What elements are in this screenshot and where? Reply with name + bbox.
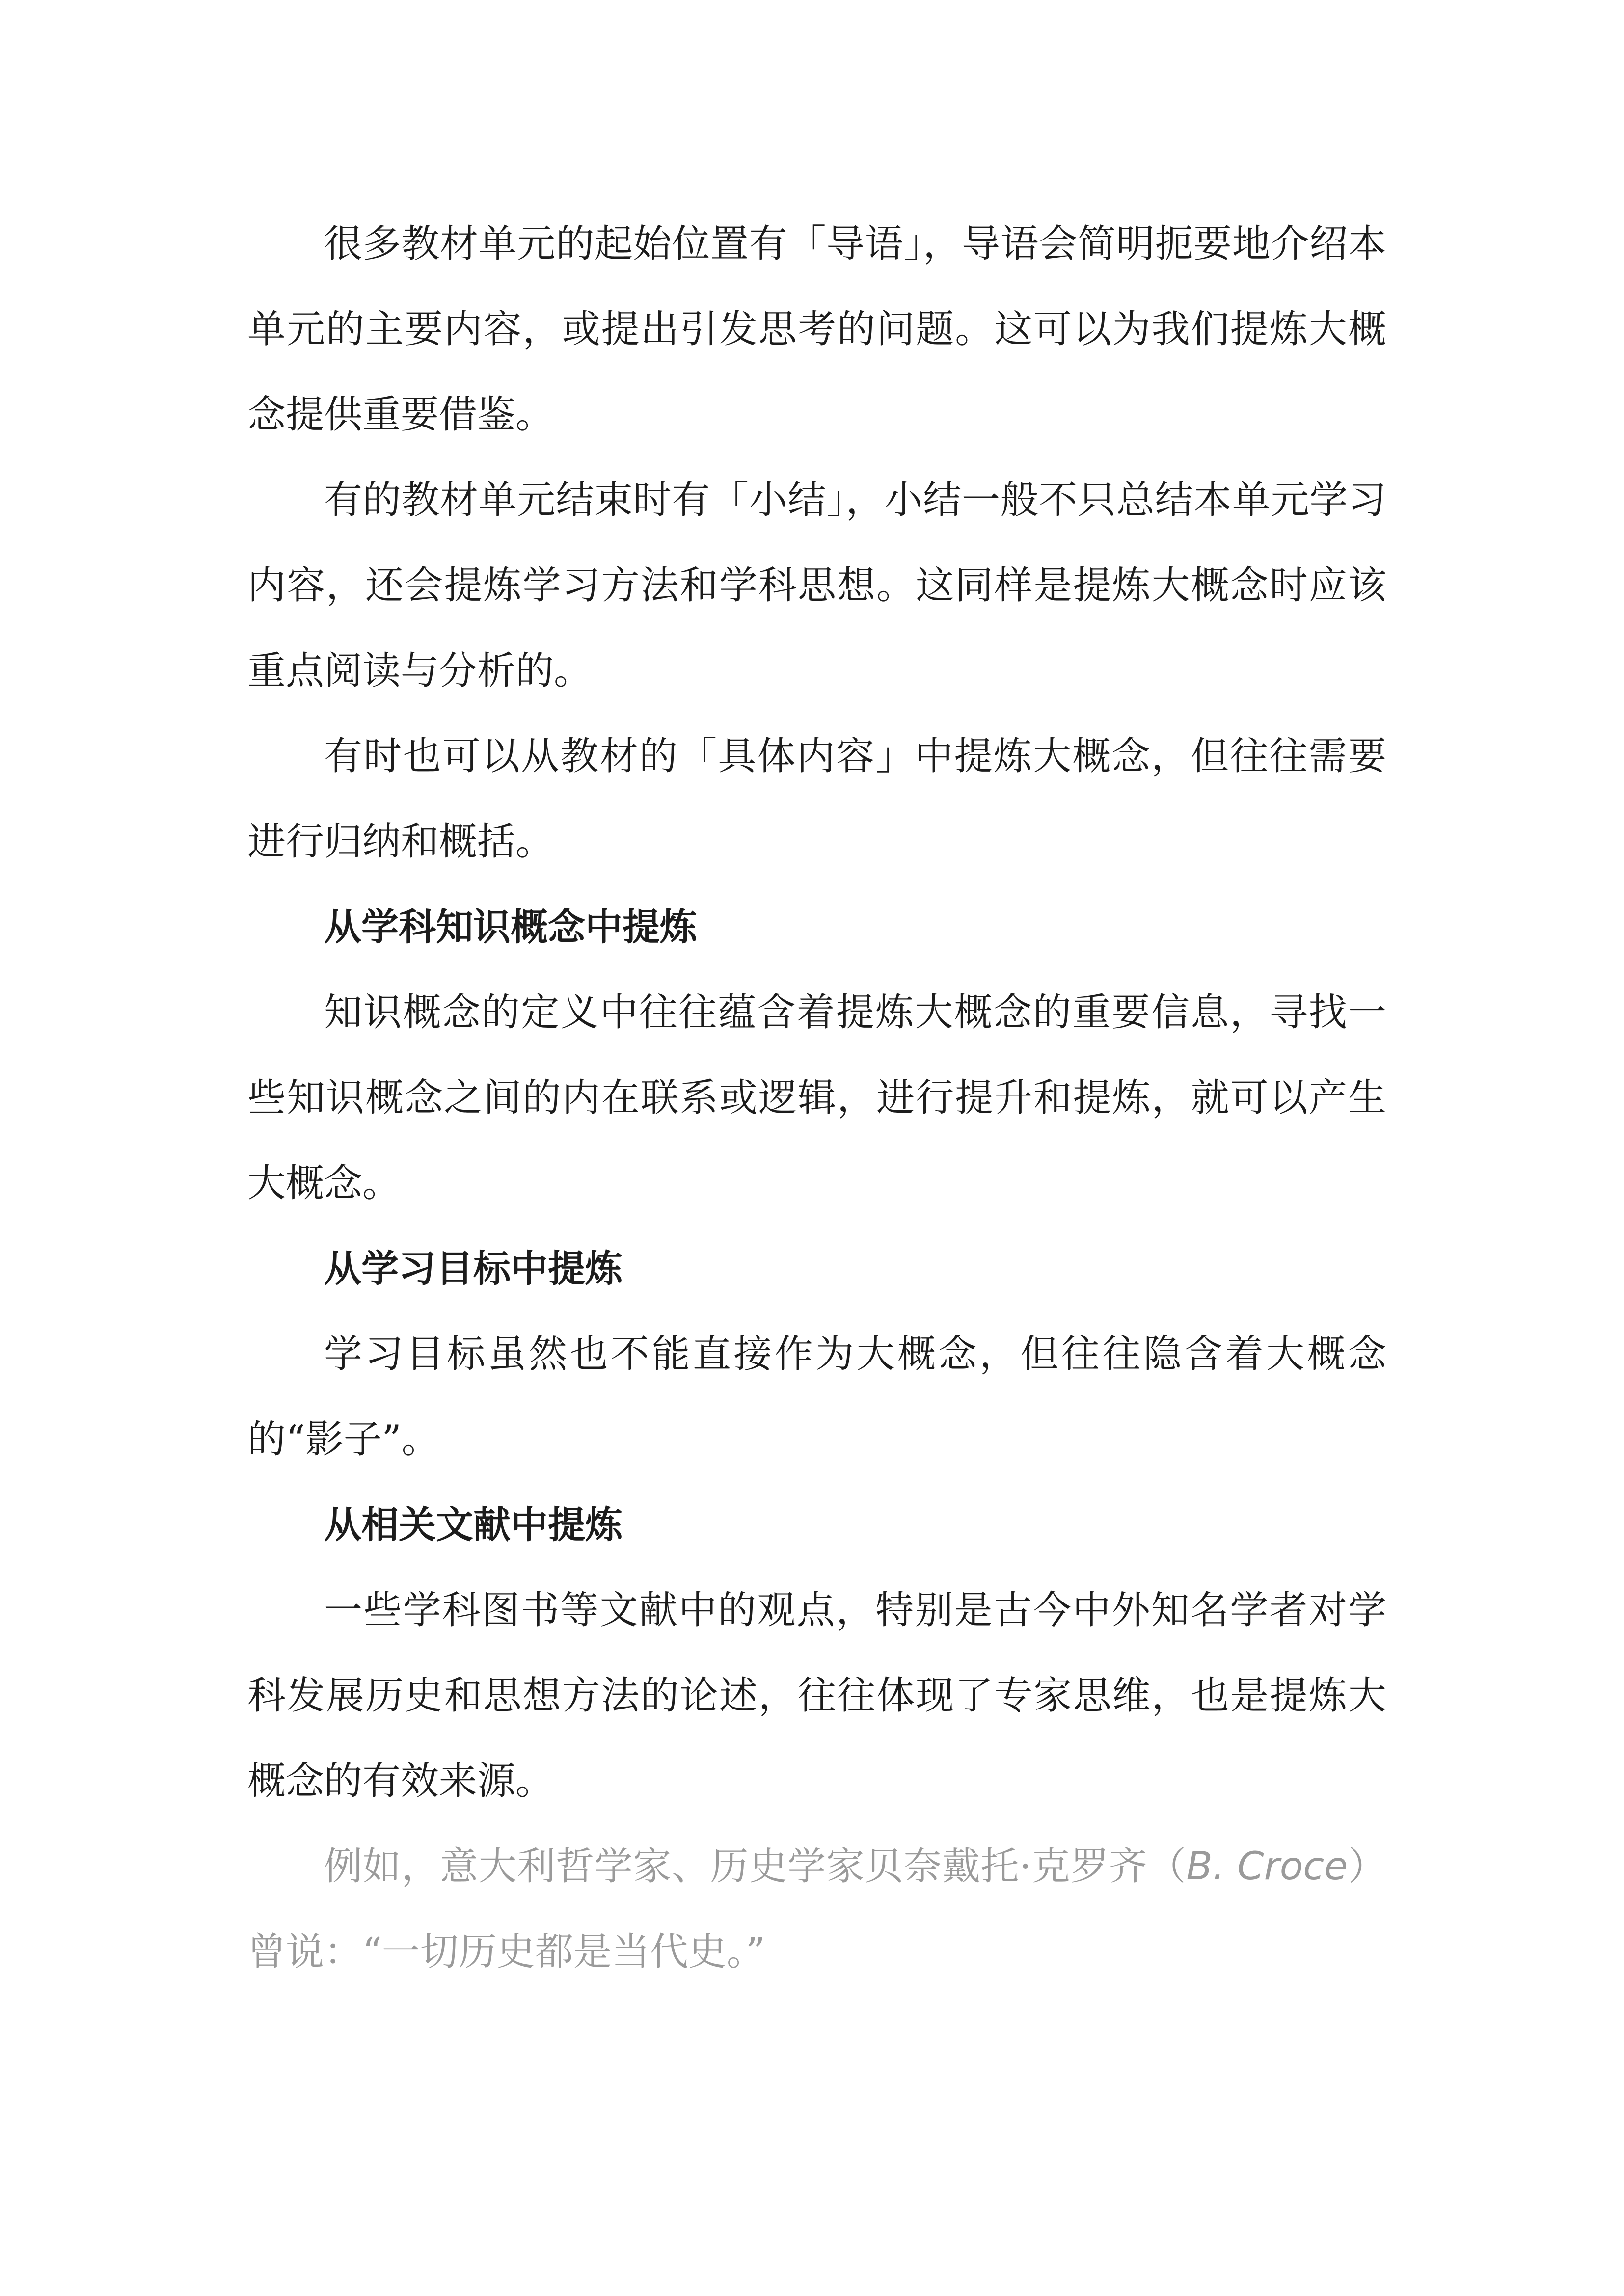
- example-prefix: 例如，意大利哲学家、历史学家贝奈戴托·克罗齐（: [324, 1844, 1187, 1889]
- section-body-goals: 学习目标虽然也不能直接作为大概念，但往往隐含着大概念的“影子”。: [247, 1332, 1386, 1462]
- document-body: [247, 201, 1386, 1995]
- section-body-literature: 一些学科图书等文献中的观点，特别是古今中外知名学者对学科发展历史和思想方法的论述，往往体现了专家思维，也是提炼大概念的有效来源。: [247, 1588, 1386, 1803]
- section-body-knowledge: 知识概念的定义中往往蕴含着提炼大概念的重要信息，寻找一些知识概念之间的内在联系或逻辑，进行提升和提炼，就可以产生大概念。: [247, 990, 1386, 1205]
- example-quote: [247, 1824, 1386, 1995]
- paragraph-summary: 有的教材单元结束时有「小结」，小结一般不只总结本单元学习内容，还会提炼学习方法和学科思想。这同样是提炼大概念时应该重点阅读与分析的。: [247, 478, 1386, 693]
- example-suffix: ）曾说：“一切历史都是当代史。”: [247, 1844, 1386, 1974]
- paragraph-guide: 很多教材单元的起始位置有「导语」，导语会简明扼要地介绍本单元的主要内容，或提出引发思考的问题。这可以为我们提炼大概念提供重要借鉴。: [247, 222, 1386, 437]
- section-heading-literature: 从相关文献中提炼: [324, 1503, 623, 1547]
- example-name-latin: B. Croce: [1186, 1844, 1348, 1889]
- section-heading-goals: 从学习目标中提炼: [324, 1247, 623, 1290]
- paragraph-content: 有时也可以从教材的「具体内容」中提炼大概念，但往往需要进行归纳和概括。: [247, 734, 1386, 864]
- section-heading-knowledge: 从学科知识概念中提炼: [324, 905, 697, 949]
